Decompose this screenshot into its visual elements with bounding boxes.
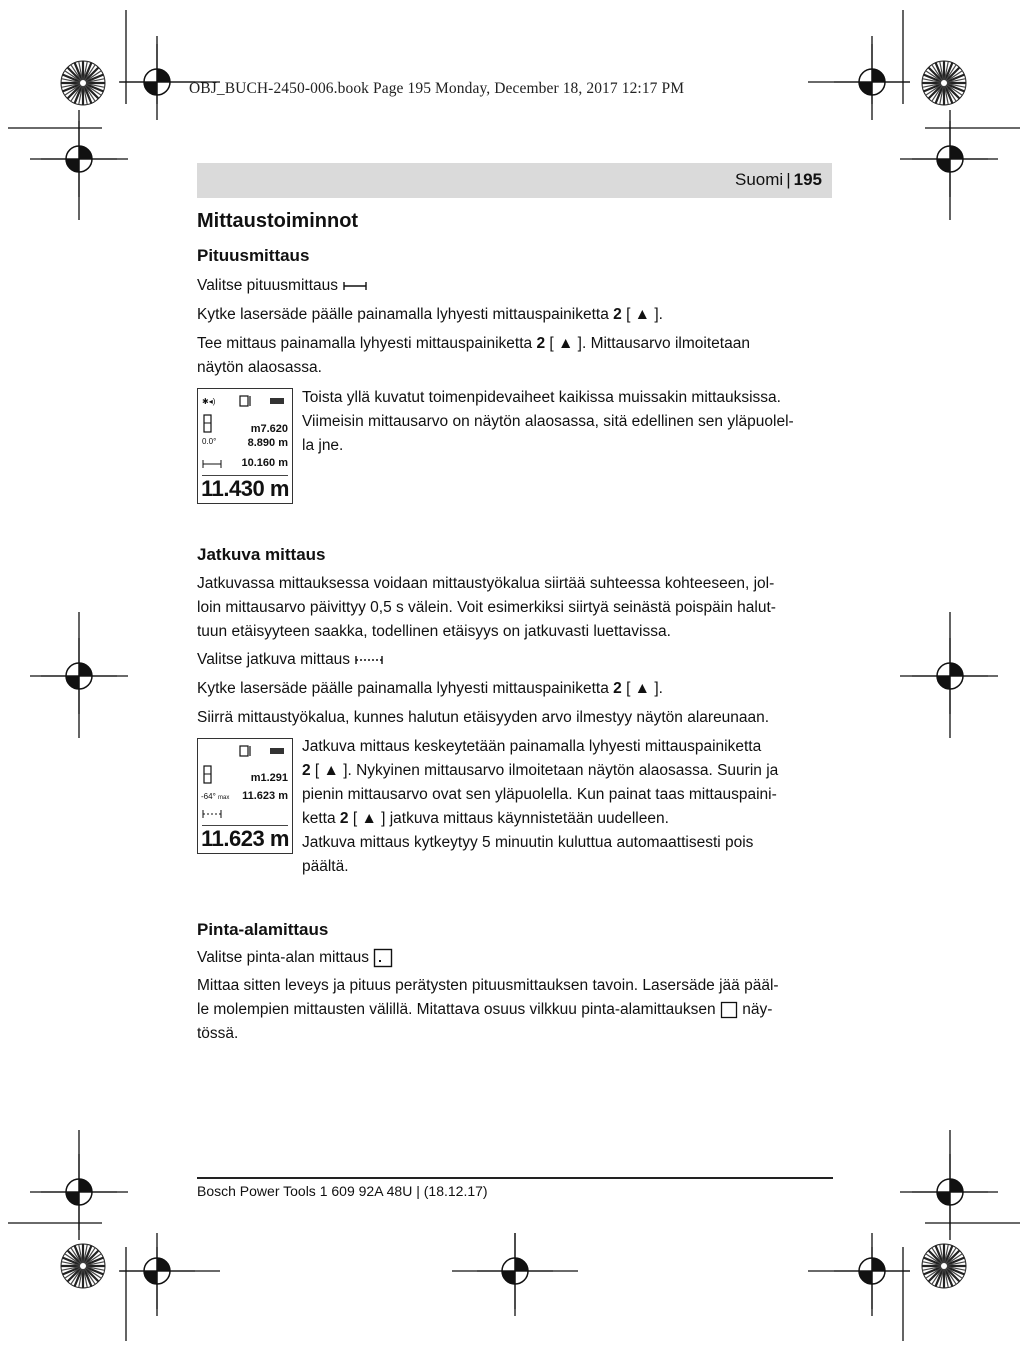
page-header-bar: [197, 163, 832, 198]
continuous-stop-line4-end: [ ▲ ] jatkuva mittaus käynnistetään uudelleen.: [348, 810, 669, 827]
device-icon: [203, 414, 213, 434]
continuous-mode-icon: [354, 654, 384, 666]
area-body: [197, 974, 833, 1046]
length-mode-icon: [342, 280, 368, 292]
display-prev1-value: 7.620: [260, 423, 288, 435]
display-result: 11.623 m: [201, 826, 289, 851]
length-step2: [197, 332, 833, 380]
area-select: [197, 946, 833, 970]
area-mode-icon: [720, 1001, 738, 1019]
continuous-intro: [197, 572, 833, 644]
length-step1-end: [ ▲ ].: [621, 306, 663, 323]
area-mode-icon: [373, 948, 393, 968]
continuous-auto-line2: päältä.: [302, 858, 349, 875]
area-body-line1: Mittaa sitten leveys ja pituus perätysten pituusmittauksen tavoin. Lasersäde jää pääl-: [197, 977, 779, 994]
display-min-value: 1.291: [260, 772, 288, 784]
length-title: Pituusmittaus: [197, 246, 310, 265]
footer-rule: [197, 1177, 833, 1179]
area-title: Pinta-alamittaus: [197, 920, 329, 939]
continuous-display-illustration: [197, 738, 293, 854]
device-icon: [203, 765, 213, 785]
area-body-line2-end: näy-: [737, 1001, 773, 1018]
display-max-unit: m: [278, 790, 288, 802]
length-repeat-line1: Toista yllä kuvatut toimenpidevaiheet kaikissa muissakin mittauksissa.: [302, 389, 781, 406]
display-max: [242, 790, 288, 802]
length-step2-text: Tee mittaus painamalla lyhyesti mittauspainiketta: [197, 335, 537, 352]
length-repeat-line3: la jne.: [302, 437, 344, 454]
continuous-step1: [197, 677, 833, 701]
button-ref: 2: [536, 335, 546, 352]
continuous-step1-text: Kytke lasersäde päälle painamalla lyhyesti mittauspainiketta: [197, 680, 614, 697]
page-header: [735, 170, 822, 190]
area-body-line3: tössä.: [197, 1025, 239, 1042]
button-ref: 2: [613, 680, 622, 697]
length-repeat-line2: Viimeisin mittausarvo on näytön alaosassa, sitä edellinen sen yläpuolel-: [302, 413, 794, 430]
display-min: [251, 772, 288, 784]
display-prev1: [251, 423, 288, 435]
footer: Bosch Power Tools 1 609 92A 48U | (18.12.17): [197, 1183, 488, 1199]
display-angle: -64°: [201, 792, 216, 801]
continuous-move: [197, 706, 833, 730]
continuous-stop-line4-start: ketta: [302, 810, 340, 827]
length-select: [197, 274, 833, 298]
display-min-unit: m: [250, 772, 261, 784]
button-ref: 2: [339, 810, 349, 827]
continuous-intro-line3: tuun etäisyyteen saakka, todellinen etäisyys on jatkuvasti luettavissa.: [197, 623, 671, 640]
display-prev1-unit: m: [250, 423, 261, 435]
continuous-stop: [302, 735, 834, 879]
length-mode-icon: [202, 459, 222, 469]
header-language: Suomi: [735, 170, 784, 189]
button-ref: 2: [302, 762, 311, 779]
continuous-mode-icon: [202, 809, 222, 819]
continuous-stop-line1: Jatkuva mittaus keskeytetään painamalla lyhyesti mittauspainiketta: [302, 738, 762, 755]
length-step1: [197, 303, 833, 327]
display-prev2-unit: m: [278, 437, 288, 449]
display-prev2-value: 8.890: [247, 437, 276, 449]
display-status-icons: [202, 394, 288, 408]
continuous-step1-end: [ ▲ ].: [621, 680, 663, 697]
continuous-select-text: Valitse jatkuva mittaus: [197, 651, 351, 668]
continuous-intro-line2: loin mittausarvo päivittyy 0,5 s välein. Voit esimerkiksi siirtyä seinästä poispäin halut-: [197, 599, 776, 616]
continuous-stop-line3: pienin mittausarvo ovat sen yläpuolella. Kun painat taas mittauspaini-: [302, 786, 777, 803]
display-max-label: max: [218, 795, 230, 801]
continuous-auto-line1: Jatkuva mittaus kytkeytyy 5 minuutin kuluttua automaattisesti pois: [302, 834, 754, 851]
continuous-select: [197, 648, 833, 672]
area-body-line2: le molempien mittausten välillä. Mitattava osuus vilkkuu pinta-alamittauksen: [197, 1001, 716, 1018]
length-repeat: [302, 386, 834, 458]
length-select-text: Valitse pituusmittaus: [197, 277, 338, 294]
length-step1-text: Kytke lasersäde päälle painamalla lyhyesti mittauspainiketta: [197, 306, 614, 323]
display-status-icons: [202, 744, 288, 758]
display-prev2: [248, 437, 288, 449]
length-step2-end: [ ▲ ]. Mittausarvo ilmoitetaan: [545, 335, 750, 352]
display-result: 11.430 m: [201, 476, 289, 501]
display-max-value: 11.623: [242, 790, 276, 802]
section-title: Mittaustoiminnot: [197, 210, 359, 232]
area-select-text: Valitse pinta-alan mittaus: [197, 949, 370, 966]
page-number: 195: [793, 170, 822, 189]
header-separator: |: [786, 170, 791, 189]
length-display-illustration: [197, 388, 293, 504]
continuous-move-text: Siirrä mittaustyökalua, kunnes halutun etäisyyden arvo ilmestyy näytön alareunaan.: [197, 709, 770, 726]
book-file-label: OBJ_BUCH-2450-006.book Page 195 Monday, December 18, 2017 12:17 PM: [189, 80, 685, 97]
button-ref: 2: [613, 306, 622, 323]
length-step2-line2: näytön alaosassa.: [197, 359, 322, 376]
continuous-title: Jatkuva mittaus: [197, 545, 326, 564]
continuous-stop-line2: [ ▲ ]. Nykyinen mittausarvo ilmoitetaan näytön alaosassa. Suurin ja: [310, 762, 779, 779]
display-prev3: 10.160 m: [241, 457, 288, 469]
continuous-intro-line1: Jatkuvassa mittauksessa voidaan mittaustyökalua siirtää suhteessa kohteeseen, jol-: [197, 575, 775, 592]
svg-text:✱◂): ✱◂): [202, 397, 216, 406]
display-angle: 0.0°: [202, 437, 217, 446]
